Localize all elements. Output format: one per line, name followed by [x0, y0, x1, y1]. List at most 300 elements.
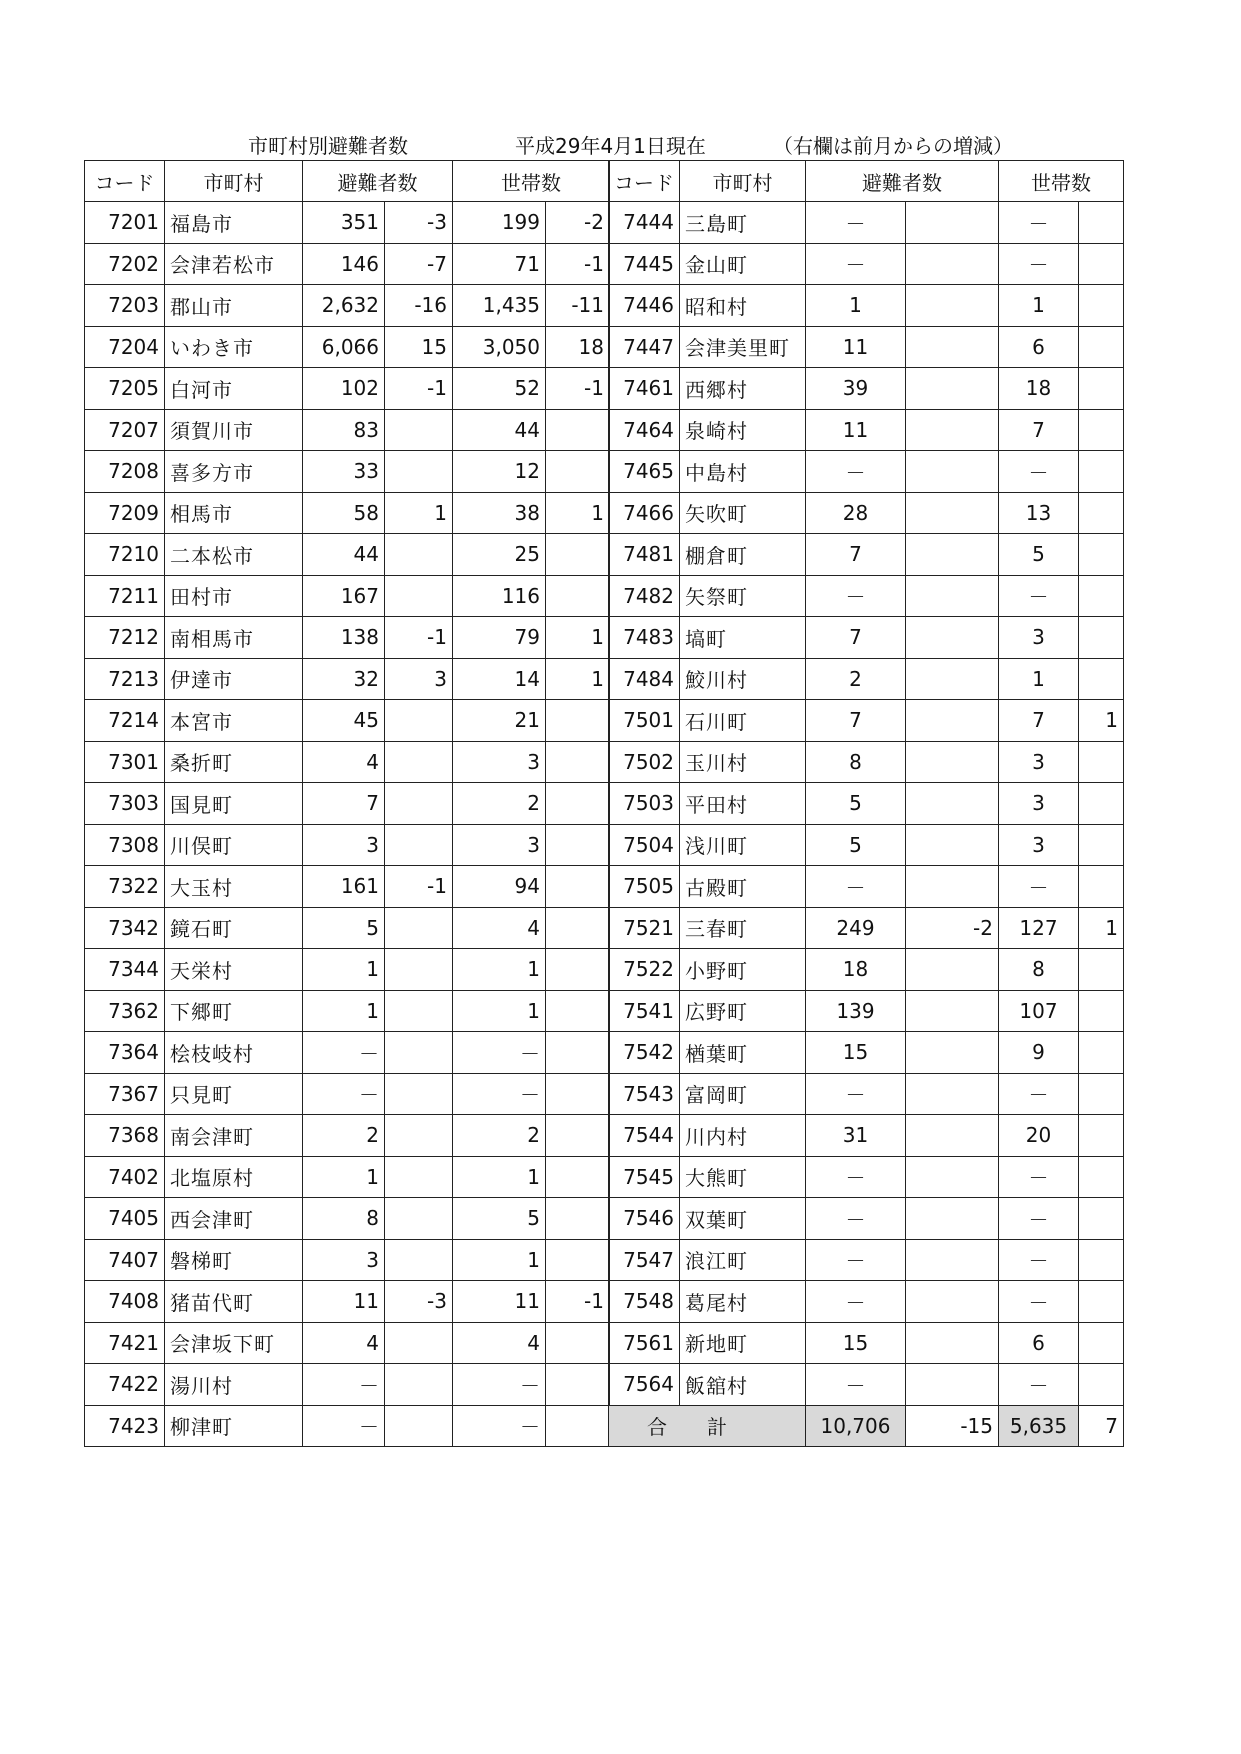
title-note: （右欄は前月からの増減） — [773, 134, 1013, 158]
table-row — [85, 451, 610, 493]
cell-evacuees-change — [906, 741, 999, 783]
cell-municipality: 相馬市 — [165, 492, 303, 534]
cell-evacuees: 1 — [806, 285, 906, 327]
cell-evacuees-change: -16 — [385, 285, 453, 327]
cell-code: 7561 — [609, 1322, 680, 1364]
cell-municipality: 猪苗代町 — [165, 1281, 303, 1323]
cell-code: 7503 — [609, 783, 680, 825]
cell-evacuees-change — [385, 575, 453, 617]
table-row — [609, 1115, 1124, 1157]
cell-evacuees-change — [906, 990, 999, 1032]
cell-households-change — [546, 990, 610, 1032]
cell-evacuees-change — [385, 451, 453, 493]
cell-evacuees: 1 — [303, 1156, 385, 1198]
cell-households-change — [1079, 1073, 1124, 1115]
cell-municipality: 矢祭町 — [680, 575, 806, 617]
cell-households: 1 — [453, 990, 546, 1032]
cell-households: 4 — [453, 1322, 546, 1364]
table-row — [85, 285, 610, 327]
cell-households: 3 — [453, 824, 546, 866]
cell-evacuees-change — [385, 1322, 453, 1364]
cell-code: 7201 — [85, 202, 165, 244]
cell-evacuees: － — [303, 1405, 385, 1447]
cell-evacuees-change — [385, 1239, 453, 1281]
cell-evacuees: 5 — [806, 783, 906, 825]
table-row — [85, 907, 610, 949]
cell-municipality: 二本松市 — [165, 534, 303, 576]
cell-households-change — [546, 741, 610, 783]
cell-households-change — [546, 1405, 610, 1447]
cell-households-change — [546, 534, 610, 576]
cell-evacuees: 146 — [303, 243, 385, 285]
cell-code: 7212 — [85, 617, 165, 659]
cell-households: － — [999, 243, 1079, 285]
table-row — [609, 866, 1124, 908]
header-households: 世帯数 — [453, 161, 610, 202]
cell-code: 7204 — [85, 326, 165, 368]
cell-evacuees: 2 — [303, 1115, 385, 1157]
cell-evacuees: － — [806, 1073, 906, 1115]
cell-municipality: 白河市 — [165, 368, 303, 410]
cell-evacuees: 1 — [303, 949, 385, 991]
cell-households-change — [546, 866, 610, 908]
cell-evacuees-change — [906, 617, 999, 659]
cell-evacuees-change — [906, 202, 999, 244]
cell-evacuees: － — [806, 1156, 906, 1198]
cell-code: 7482 — [609, 575, 680, 617]
cell-households-change: -11 — [546, 285, 610, 327]
cell-code: 7421 — [85, 1322, 165, 1364]
cell-households-change: 1 — [1079, 907, 1124, 949]
table-row — [609, 202, 1124, 244]
table-row — [85, 575, 610, 617]
cell-municipality: 古殿町 — [680, 866, 806, 908]
cell-municipality: 湯川村 — [165, 1364, 303, 1406]
cell-households-change — [1079, 243, 1124, 285]
cell-households: － — [999, 451, 1079, 493]
cell-households: 5 — [999, 534, 1079, 576]
cell-municipality: 玉川村 — [680, 741, 806, 783]
cell-households: 20 — [999, 1115, 1079, 1157]
total-label: 合計 — [609, 1405, 806, 1447]
cell-households: 71 — [453, 243, 546, 285]
cell-households-change — [1079, 326, 1124, 368]
cell-evacuees: 138 — [303, 617, 385, 659]
cell-evacuees-change — [385, 949, 453, 991]
cell-code: 7205 — [85, 368, 165, 410]
cell-evacuees: 3 — [303, 1239, 385, 1281]
cell-households: 6 — [999, 1322, 1079, 1364]
cell-municipality: 金山町 — [680, 243, 806, 285]
cell-evacuees-change — [906, 243, 999, 285]
table-row — [85, 1239, 610, 1281]
cell-households-change — [546, 1073, 610, 1115]
cell-evacuees-change — [385, 783, 453, 825]
cell-code: 7504 — [609, 824, 680, 866]
cell-evacuees: 83 — [303, 409, 385, 451]
cell-code: 7303 — [85, 783, 165, 825]
cell-households: 8 — [999, 949, 1079, 991]
cell-evacuees-change — [385, 1364, 453, 1406]
cell-households-change — [546, 907, 610, 949]
cell-households-change: -1 — [546, 368, 610, 410]
cell-households-change — [1079, 1281, 1124, 1323]
cell-households-change — [546, 1364, 610, 1406]
cell-households-change — [1079, 1032, 1124, 1074]
cell-municipality: 楢葉町 — [680, 1032, 806, 1074]
table-row — [609, 575, 1124, 617]
cell-households-change — [546, 1156, 610, 1198]
cell-evacuees: 15 — [806, 1322, 906, 1364]
cell-evacuees: 7 — [806, 700, 906, 742]
header-households: 世帯数 — [999, 161, 1124, 202]
cell-evacuees: 161 — [303, 866, 385, 908]
cell-evacuees-change — [385, 907, 453, 949]
cell-households: － — [999, 1073, 1079, 1115]
cell-households-change: -1 — [546, 243, 610, 285]
title-main: 市町村別避難者数 — [248, 134, 408, 158]
cell-households-change — [1079, 658, 1124, 700]
cell-households: 5 — [453, 1198, 546, 1240]
cell-households: － — [999, 1364, 1079, 1406]
cell-households: 1 — [453, 1239, 546, 1281]
cell-evacuees-change — [906, 451, 999, 493]
cell-municipality: 矢吹町 — [680, 492, 806, 534]
cell-municipality: 鏡石町 — [165, 907, 303, 949]
cell-households: 4 — [453, 907, 546, 949]
cell-code: 7301 — [85, 741, 165, 783]
cell-evacuees-change — [385, 534, 453, 576]
header-evacuees: 避難者数 — [303, 161, 453, 202]
cell-code: 7207 — [85, 409, 165, 451]
cell-evacuees: 11 — [303, 1281, 385, 1323]
table-row — [609, 243, 1124, 285]
table-row — [85, 990, 610, 1032]
table-row — [609, 1364, 1124, 1406]
cell-code: 7344 — [85, 949, 165, 991]
table-row — [85, 617, 610, 659]
cell-households-change — [1079, 1364, 1124, 1406]
cell-households: － — [999, 1281, 1079, 1323]
cell-households-change — [1079, 824, 1124, 866]
cell-code: 7461 — [609, 368, 680, 410]
table-row — [85, 1073, 610, 1115]
cell-municipality: 桑折町 — [165, 741, 303, 783]
cell-municipality: 大玉村 — [165, 866, 303, 908]
table-row — [609, 534, 1124, 576]
cell-evacuees-change — [906, 1364, 999, 1406]
cell-code: 7364 — [85, 1032, 165, 1074]
cell-municipality: 国見町 — [165, 783, 303, 825]
cell-municipality: 会津若松市 — [165, 243, 303, 285]
cell-evacuees-change — [906, 1281, 999, 1323]
cell-code: 7407 — [85, 1239, 165, 1281]
cell-code: 7522 — [609, 949, 680, 991]
cell-code: 7542 — [609, 1032, 680, 1074]
cell-evacuees: 167 — [303, 575, 385, 617]
cell-evacuees: 7 — [806, 534, 906, 576]
cell-code: 7501 — [609, 700, 680, 742]
cell-households-change — [1079, 409, 1124, 451]
cell-evacuees-change: -3 — [385, 202, 453, 244]
table-row — [609, 783, 1124, 825]
table-row — [85, 824, 610, 866]
cell-households: 2 — [453, 783, 546, 825]
cell-households-change — [546, 451, 610, 493]
cell-code: 7466 — [609, 492, 680, 534]
header-code: コード — [609, 161, 680, 202]
header-evacuees: 避難者数 — [806, 161, 999, 202]
cell-municipality: 南会津町 — [165, 1115, 303, 1157]
cell-municipality: 喜多方市 — [165, 451, 303, 493]
cell-evacuees-change — [385, 1156, 453, 1198]
cell-evacuees: 28 — [806, 492, 906, 534]
cell-code: 7322 — [85, 866, 165, 908]
cell-municipality: 桧枝岐村 — [165, 1032, 303, 1074]
cell-evacuees: 45 — [303, 700, 385, 742]
cell-evacuees: 249 — [806, 907, 906, 949]
document-title — [0, 130, 1241, 156]
right-evacuee-table — [608, 160, 1124, 1447]
cell-households: 79 — [453, 617, 546, 659]
cell-evacuees: 2 — [806, 658, 906, 700]
cell-households: － — [453, 1364, 546, 1406]
cell-evacuees: 58 — [303, 492, 385, 534]
table-row — [85, 409, 610, 451]
cell-municipality: 只見町 — [165, 1073, 303, 1115]
cell-households: 3 — [999, 824, 1079, 866]
cell-households-change — [546, 783, 610, 825]
cell-households-change — [1079, 451, 1124, 493]
cell-evacuees: 31 — [806, 1115, 906, 1157]
cell-evacuees: 15 — [806, 1032, 906, 1074]
table-row — [85, 368, 610, 410]
cell-evacuees: － — [806, 866, 906, 908]
cell-code: 7521 — [609, 907, 680, 949]
cell-code: 7481 — [609, 534, 680, 576]
cell-households: 3,050 — [453, 326, 546, 368]
cell-municipality: 田村市 — [165, 575, 303, 617]
cell-code: 7483 — [609, 617, 680, 659]
cell-code: 7447 — [609, 326, 680, 368]
cell-municipality: 浅川町 — [680, 824, 806, 866]
cell-code: 7402 — [85, 1156, 165, 1198]
table-row — [609, 700, 1124, 742]
cell-municipality: 会津坂下町 — [165, 1322, 303, 1364]
cell-municipality: 北塩原村 — [165, 1156, 303, 1198]
cell-evacuees: 3 — [303, 824, 385, 866]
cell-evacuees-change — [906, 368, 999, 410]
cell-evacuees-change: -1 — [385, 866, 453, 908]
cell-evacuees: － — [303, 1073, 385, 1115]
total-evacuees: 10,706 — [806, 1405, 906, 1447]
cell-evacuees: － — [806, 451, 906, 493]
cell-evacuees: 1 — [303, 990, 385, 1032]
cell-evacuees-change: -2 — [906, 907, 999, 949]
cell-evacuees-change: -7 — [385, 243, 453, 285]
table-row — [85, 1322, 610, 1364]
cell-households: － — [999, 575, 1079, 617]
cell-households: 1 — [999, 285, 1079, 327]
cell-households-change: 18 — [546, 326, 610, 368]
cell-evacuees-change — [906, 949, 999, 991]
cell-households-change — [546, 949, 610, 991]
table-row — [609, 1322, 1124, 1364]
table-row — [609, 617, 1124, 659]
cell-households: － — [999, 866, 1079, 908]
cell-municipality: 川内村 — [680, 1115, 806, 1157]
cell-evacuees-change: -1 — [385, 617, 453, 659]
title-date: 平成29年4月1日現在 — [515, 134, 706, 158]
cell-municipality: 富岡町 — [680, 1073, 806, 1115]
cell-evacuees-change — [385, 741, 453, 783]
table-row — [609, 907, 1124, 949]
cell-evacuees-change — [906, 1322, 999, 1364]
cell-municipality: 下郷町 — [165, 990, 303, 1032]
cell-municipality: 三春町 — [680, 907, 806, 949]
cell-evacuees: 18 — [806, 949, 906, 991]
table-row — [85, 1405, 610, 1447]
cell-households-change — [1079, 866, 1124, 908]
cell-households: － — [453, 1073, 546, 1115]
table-row — [609, 1032, 1124, 1074]
cell-municipality: 鮫川村 — [680, 658, 806, 700]
cell-evacuees: 351 — [303, 202, 385, 244]
cell-code: 7367 — [85, 1073, 165, 1115]
cell-households-change — [546, 1115, 610, 1157]
cell-households: 1 — [453, 949, 546, 991]
cell-evacuees-change — [906, 658, 999, 700]
table-header-row — [609, 161, 1124, 202]
table-row — [85, 1032, 610, 1074]
left-evacuee-table — [84, 160, 610, 1447]
cell-evacuees: 5 — [303, 907, 385, 949]
table-row — [85, 534, 610, 576]
cell-evacuees-change — [906, 534, 999, 576]
cell-households: 14 — [453, 658, 546, 700]
cell-evacuees: － — [806, 1364, 906, 1406]
cell-households-change — [1079, 1156, 1124, 1198]
cell-evacuees-change — [385, 1405, 453, 1447]
cell-code: 7502 — [609, 741, 680, 783]
cell-municipality: 棚倉町 — [680, 534, 806, 576]
table-row — [85, 492, 610, 534]
cell-municipality: 泉崎村 — [680, 409, 806, 451]
cell-evacuees: 8 — [303, 1198, 385, 1240]
table-row — [85, 1198, 610, 1240]
table-row — [85, 741, 610, 783]
total-households-change: 7 — [1079, 1405, 1124, 1447]
table-row — [609, 1281, 1124, 1323]
cell-code: 7368 — [85, 1115, 165, 1157]
cell-municipality: 石川町 — [680, 700, 806, 742]
cell-code: 7544 — [609, 1115, 680, 1157]
cell-households-change: -1 — [546, 1281, 610, 1323]
cell-municipality: 伊達市 — [165, 658, 303, 700]
cell-households-change — [546, 1322, 610, 1364]
table-row — [609, 1239, 1124, 1281]
cell-households: 3 — [999, 617, 1079, 659]
cell-municipality: 飯舘村 — [680, 1364, 806, 1406]
cell-evacuees-change — [385, 824, 453, 866]
cell-municipality: 大熊町 — [680, 1156, 806, 1198]
cell-households-change — [1079, 783, 1124, 825]
cell-households: － — [999, 1239, 1079, 1281]
table-row — [85, 202, 610, 244]
cell-households: 13 — [999, 492, 1079, 534]
cell-code: 7543 — [609, 1073, 680, 1115]
cell-households-change — [1079, 575, 1124, 617]
cell-evacuees-change — [385, 409, 453, 451]
cell-municipality: 柳津町 — [165, 1405, 303, 1447]
cell-code: 7446 — [609, 285, 680, 327]
table-row — [609, 451, 1124, 493]
cell-evacuees-change — [906, 866, 999, 908]
cell-code: 7210 — [85, 534, 165, 576]
cell-code: 7214 — [85, 700, 165, 742]
cell-evacuees: 8 — [806, 741, 906, 783]
cell-code: 7203 — [85, 285, 165, 327]
cell-evacuees: 44 — [303, 534, 385, 576]
cell-evacuees: － — [806, 1281, 906, 1323]
cell-households-change — [1079, 741, 1124, 783]
cell-code: 7213 — [85, 658, 165, 700]
cell-code: 7422 — [85, 1364, 165, 1406]
cell-code: 7541 — [609, 990, 680, 1032]
cell-households: － — [453, 1032, 546, 1074]
cell-evacuees: － — [806, 202, 906, 244]
total-row — [609, 1405, 1124, 1447]
cell-households: － — [999, 1156, 1079, 1198]
cell-evacuees-change — [906, 409, 999, 451]
table-row — [85, 326, 610, 368]
cell-municipality: 南相馬市 — [165, 617, 303, 659]
cell-municipality: 昭和村 — [680, 285, 806, 327]
table-row — [609, 1198, 1124, 1240]
cell-evacuees: 139 — [806, 990, 906, 1032]
cell-households-change — [546, 824, 610, 866]
cell-evacuees-change — [385, 1073, 453, 1115]
cell-households: 44 — [453, 409, 546, 451]
cell-households-change — [1079, 1198, 1124, 1240]
cell-code: 7546 — [609, 1198, 680, 1240]
cell-evacuees-change: -3 — [385, 1281, 453, 1323]
cell-evacuees-change: -1 — [385, 368, 453, 410]
cell-households: － — [999, 202, 1079, 244]
cell-municipality: 平田村 — [680, 783, 806, 825]
cell-households-change: 1 — [546, 658, 610, 700]
cell-municipality: 小野町 — [680, 949, 806, 991]
cell-evacuees-change — [385, 1198, 453, 1240]
cell-households: 3 — [453, 741, 546, 783]
cell-households: 127 — [999, 907, 1079, 949]
table-row — [85, 700, 610, 742]
cell-households: 1 — [999, 658, 1079, 700]
cell-evacuees: 102 — [303, 368, 385, 410]
cell-evacuees-change — [385, 1115, 453, 1157]
cell-municipality: 西郷村 — [680, 368, 806, 410]
cell-code: 7464 — [609, 409, 680, 451]
cell-households-change — [546, 1239, 610, 1281]
cell-households: 9 — [999, 1032, 1079, 1074]
table-header-row — [85, 161, 610, 202]
cell-households: 3 — [999, 783, 1079, 825]
cell-code: 7408 — [85, 1281, 165, 1323]
cell-households-change — [546, 1032, 610, 1074]
cell-municipality: 西会津町 — [165, 1198, 303, 1240]
cell-evacuees-change — [906, 824, 999, 866]
cell-evacuees: － — [806, 575, 906, 617]
